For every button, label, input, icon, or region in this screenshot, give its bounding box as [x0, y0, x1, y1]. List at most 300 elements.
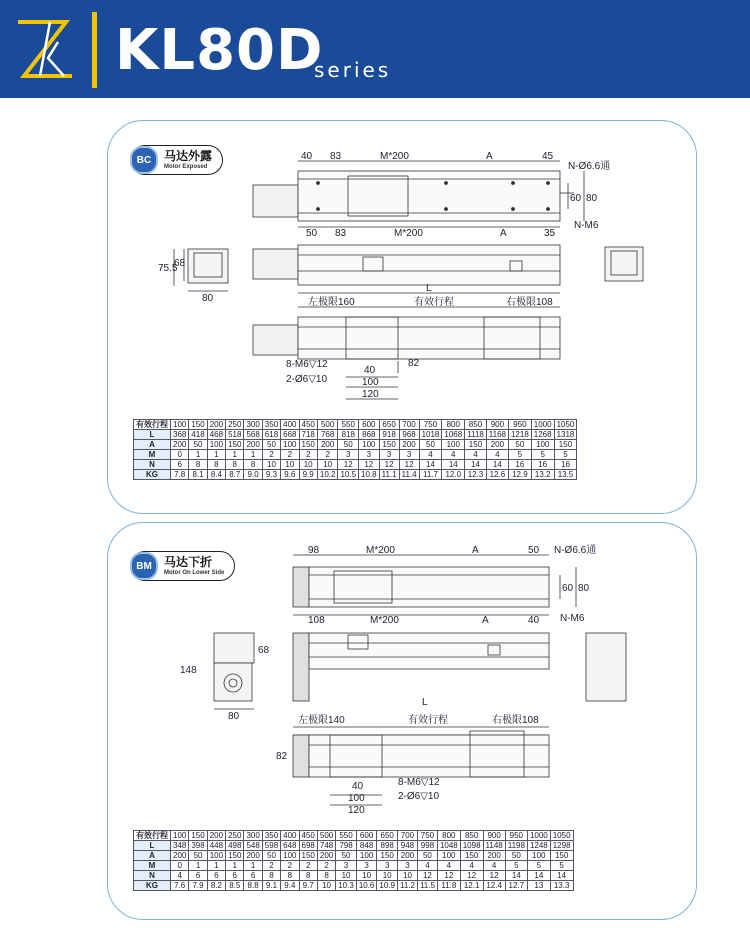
table-cell: 700 [397, 831, 417, 841]
panel-motor-lower-side [107, 522, 697, 920]
table-cell: 11.1 [379, 470, 399, 480]
table-row [134, 861, 574, 871]
plan-c3: 120 [362, 389, 379, 400]
table-cell: 3 [356, 861, 377, 871]
table-cell: 1000 [527, 831, 550, 841]
table-cell: 400 [281, 420, 299, 430]
table-cell: 6 [171, 460, 189, 470]
table-cell: 8 [262, 871, 280, 881]
dim-top-h1: 60 [562, 583, 574, 594]
page-subtitle: series [314, 58, 392, 82]
badge-code: BC [130, 146, 158, 174]
page-title: KL80D [115, 18, 324, 83]
table-cell: 1098 [460, 841, 483, 851]
table-cell: 14 [505, 871, 527, 881]
table-cell: 50 [505, 851, 527, 861]
table-cell: 350 [262, 831, 280, 841]
table-row [134, 851, 574, 861]
badge-code: BM [130, 552, 158, 580]
table-cell: 13 [527, 881, 550, 891]
table-cell: 200 [397, 851, 417, 861]
table-cell: 50 [189, 440, 207, 450]
table-cell: 418 [189, 430, 207, 440]
table-cell: 600 [356, 831, 377, 841]
table-cell: 200 [171, 440, 189, 450]
table-cell: 900 [483, 831, 505, 841]
table-cell: 8.7 [226, 470, 244, 480]
spec-table-motor-lower-side [133, 830, 574, 891]
table-cell: 450 [299, 831, 317, 841]
row-header-cell: L [134, 841, 171, 851]
table-cell: 868 [359, 430, 380, 440]
table-cell: 100 [442, 440, 465, 450]
table-cell: 648 [281, 841, 299, 851]
table-cell: 10 [377, 871, 398, 881]
table-row [134, 440, 577, 450]
table-cell: 818 [338, 430, 359, 440]
table-cell: 348 [171, 841, 189, 851]
table-cell: 568 [244, 430, 262, 440]
table-cell: 400 [281, 831, 299, 841]
table-cell: 11.4 [399, 470, 419, 480]
table-row [134, 430, 577, 440]
table-cell: 0 [171, 450, 189, 460]
side-h2: 68 [258, 645, 270, 656]
dim-bot-5: 35 [544, 228, 556, 239]
table-cell: 14 [465, 460, 487, 470]
table-cell: 1118 [465, 430, 487, 440]
dim-top-h1: 60 [570, 193, 582, 204]
badge-sub-label: Motor Exposed [164, 164, 208, 170]
table-cell: 50 [336, 851, 357, 861]
table-cell: 2 [299, 450, 317, 460]
table-cell: 12.6 [486, 470, 508, 480]
table-cell: 50 [508, 440, 531, 450]
table-cell: 898 [377, 841, 398, 851]
table-cell: 8 [299, 871, 317, 881]
side-w: 80 [228, 711, 240, 722]
table-cell: 14 [527, 871, 550, 881]
table-cell: 350 [262, 420, 280, 430]
plan-height: 82 [276, 751, 288, 762]
table-cell: 9.6 [281, 470, 299, 480]
table-cell: 4 [437, 861, 460, 871]
row-header-cell: A [134, 851, 171, 861]
table-cell: 100 [359, 440, 380, 450]
table-cell: 12.7 [505, 881, 527, 891]
table-cell: 11.2 [397, 881, 417, 891]
table-cell: 1198 [505, 841, 527, 851]
table-cell: 8.5 [226, 881, 244, 891]
table-cell: 518 [226, 430, 244, 440]
table-cell: 8 [244, 460, 262, 470]
table-cell: 800 [437, 831, 460, 841]
table-cell: 598 [262, 841, 280, 851]
table-cell: 200 [244, 440, 262, 450]
table-cell: 800 [442, 420, 465, 430]
table-row [134, 871, 574, 881]
table-cell: 200 [486, 440, 508, 450]
table-cell: 3 [338, 450, 359, 460]
table-cell: 4 [171, 871, 189, 881]
brand-logo [10, 12, 80, 88]
plan-c1: 40 [364, 365, 376, 376]
table-cell: 3 [379, 450, 399, 460]
table-cell: 1 [226, 861, 244, 871]
table-cell: 4 [460, 861, 483, 871]
table-cell: 968 [399, 430, 419, 440]
table-row [134, 841, 574, 851]
table-cell: 150 [189, 831, 207, 841]
table-cell: 10.2 [317, 470, 338, 480]
table-cell: 12 [338, 460, 359, 470]
table-cell: 300 [244, 831, 262, 841]
dimension-labels-p2 [108, 523, 696, 813]
row-header-cell: L [134, 430, 171, 440]
dim-top-h2: 80 [578, 583, 590, 594]
plan-L: L [426, 283, 432, 294]
table-cell: 9.0 [244, 470, 262, 480]
table-cell: 750 [419, 420, 442, 430]
side-w: 80 [202, 293, 214, 304]
dim-bot-1: 108 [308, 615, 325, 626]
table-cell: 100 [531, 440, 554, 450]
table-cell: 12 [417, 871, 437, 881]
table-cell: 698 [299, 841, 317, 851]
table-cell: 250 [226, 420, 244, 430]
table-cell: 16 [554, 460, 577, 470]
table-cell: 1168 [486, 430, 508, 440]
plan-left-limit: 左极限140 [298, 715, 345, 726]
dim-bot-3: M*200 [394, 228, 423, 239]
table-cell: 5 [550, 861, 573, 871]
side-h1: 75.5 [158, 263, 178, 274]
table-cell: 1050 [550, 831, 573, 841]
plan-left-limit: 左极限160 [308, 297, 355, 308]
table-cell: 12 [379, 460, 399, 470]
table-cell: 200 [483, 851, 505, 861]
table-cell: 2 [262, 450, 280, 460]
table-cell: 200 [244, 851, 262, 861]
table-cell: 948 [397, 841, 417, 851]
table-cell: 1 [207, 861, 225, 871]
row-header-cell: M [134, 861, 171, 871]
table-cell: 798 [336, 841, 357, 851]
row-header-cell: N [134, 460, 171, 470]
table-cell: 1 [244, 450, 262, 460]
table-cell: 850 [465, 420, 487, 430]
table-cell: 1048 [437, 841, 460, 851]
table-cell: 2 [317, 450, 338, 460]
side-h1: 148 [180, 665, 197, 676]
row-header-cell: N [134, 871, 171, 881]
table-cell: 100 [437, 851, 460, 861]
table-cell: 468 [207, 430, 225, 440]
table-cell: 50 [262, 440, 280, 450]
badge-label: 马达外露 [164, 149, 213, 163]
table-cell: 2 [317, 861, 335, 871]
table-cell: 150 [550, 851, 573, 861]
table-cell: 2 [262, 861, 280, 871]
plan-right-limit: 右极限108 [506, 297, 553, 308]
table-cell: 10 [336, 871, 357, 881]
table-cell: 50 [338, 440, 359, 450]
table-cell: 12.3 [465, 470, 487, 480]
table-cell: 3 [397, 861, 417, 871]
table-cell: 100 [207, 440, 225, 450]
dim-top-hole: N-Ø6.6通 [568, 161, 611, 172]
dim-bot-3: M*200 [370, 615, 399, 626]
table-cell: 448 [207, 841, 225, 851]
table-cell: 100 [281, 851, 299, 861]
table-cell: 7.6 [171, 881, 189, 891]
header-banner [0, 0, 750, 98]
table-cell: 10 [317, 881, 335, 891]
plan-right-limit: 右极限108 [492, 715, 539, 726]
table-cell: 10 [397, 871, 417, 881]
dim-bot-1: 50 [306, 228, 318, 239]
table-cell: 200 [207, 831, 225, 841]
table-cell: 368 [171, 430, 189, 440]
table-cell: 10.9 [377, 881, 398, 891]
table-cell: 5 [531, 450, 554, 460]
table-row [134, 470, 577, 480]
table-cell: 8 [189, 460, 207, 470]
table-cell: 650 [379, 420, 399, 430]
table-cell: 1000 [531, 420, 554, 430]
table-cell: 9.3 [262, 470, 280, 480]
row-header-cell: KG [134, 470, 171, 480]
table-cell: 250 [226, 831, 244, 841]
dim-bot-4: A [482, 615, 489, 626]
table-cell: 12 [399, 460, 419, 470]
table-cell: 498 [226, 841, 244, 851]
dim-top-5: 45 [542, 151, 554, 162]
table-cell: 11.5 [417, 881, 437, 891]
plan-c1: 40 [352, 781, 364, 792]
table-cell: 768 [317, 430, 338, 440]
table-cell: 1 [226, 450, 244, 460]
table-cell: 950 [508, 420, 531, 430]
table-cell: 3 [399, 450, 419, 460]
table-cell: 100 [356, 851, 377, 861]
table-cell: 150 [299, 440, 317, 450]
table-cell: 14 [486, 460, 508, 470]
table-cell: 500 [317, 831, 335, 841]
table-cell: 150 [299, 851, 317, 861]
table-cell: 5 [505, 861, 527, 871]
table-cell: 150 [377, 851, 398, 861]
table-cell: 200 [317, 440, 338, 450]
table-cell: 12.4 [483, 881, 505, 891]
table-cell: 1 [207, 450, 225, 460]
table-cell: 3 [336, 861, 357, 871]
table-cell: 4 [442, 450, 465, 460]
table-cell: 6 [189, 871, 207, 881]
table-cell: 950 [505, 831, 527, 841]
table-cell: 918 [379, 430, 399, 440]
table-cell: 4 [419, 450, 442, 460]
plan-stroke: 有效行程 [414, 297, 454, 308]
dim-top-5: 50 [528, 545, 540, 556]
table-cell: 600 [359, 420, 380, 430]
table-cell: 100 [207, 851, 225, 861]
table-cell: 150 [465, 440, 487, 450]
table-cell: 1318 [554, 430, 577, 440]
spec-table-motor-exposed [133, 419, 577, 480]
table-cell: 11.7 [419, 470, 442, 480]
table-cell: 12.1 [460, 881, 483, 891]
table-cell: 4 [486, 450, 508, 460]
dim-bot-5: 40 [528, 615, 540, 626]
table-cell: 150 [554, 440, 577, 450]
plan-pin: 2-Ø6▽10 [398, 791, 440, 802]
table-cell: 12 [437, 871, 460, 881]
table-cell: 1268 [531, 430, 554, 440]
dim-bot-2: 83 [335, 228, 347, 239]
table-cell: 1248 [527, 841, 550, 851]
table-cell: 16 [531, 460, 554, 470]
plan-c2: 100 [362, 377, 379, 388]
table-cell: 50 [417, 851, 437, 861]
row-header-cell: 有效行程 [134, 420, 171, 430]
table-cell: 650 [377, 831, 398, 841]
dim-top-h2: 80 [586, 193, 598, 204]
table-cell: 4 [465, 450, 487, 460]
table-cell: 8.1 [189, 470, 207, 480]
table-cell: 200 [207, 420, 225, 430]
table-cell: 13.2 [531, 470, 554, 480]
badge-sub-label: Motor On Lower Side [164, 570, 225, 576]
table-cell: 8 [317, 871, 335, 881]
table-cell: 50 [262, 851, 280, 861]
table-cell: 748 [317, 841, 335, 851]
table-row [134, 450, 577, 460]
table-cell: 1 [244, 861, 262, 871]
dim-top-hole: N-Ø6.6通 [554, 545, 597, 556]
table-cell: 1 [189, 861, 207, 871]
table-cell: 8 [226, 460, 244, 470]
table-row [134, 831, 574, 841]
dim-bot-screw: N-M6 [574, 220, 599, 231]
table-cell: 50 [419, 440, 442, 450]
table-cell: 150 [226, 440, 244, 450]
table-cell: 200 [399, 440, 419, 450]
table-cell: 9.9 [299, 470, 317, 480]
table-row [134, 881, 574, 891]
row-header-cell: 有效行程 [134, 831, 171, 841]
table-cell: 300 [244, 420, 262, 430]
table-cell: 1 [189, 450, 207, 460]
table-cell: 900 [486, 420, 508, 430]
table-row [134, 420, 577, 430]
table-cell: 13.3 [550, 881, 573, 891]
table-cell: 9.7 [299, 881, 317, 891]
table-cell: 850 [460, 831, 483, 841]
table-cell: 14 [442, 460, 465, 470]
table-cell: 6 [207, 871, 225, 881]
table-cell: 5 [554, 450, 577, 460]
table-cell: 2 [281, 861, 299, 871]
table-cell: 50 [189, 851, 207, 861]
table-cell: 4 [417, 861, 437, 871]
table-cell: 10.5 [338, 470, 359, 480]
dim-top-3: M*200 [380, 151, 409, 162]
row-header-cell: A [134, 440, 171, 450]
table-cell: 500 [317, 420, 338, 430]
table-cell: 10 [356, 871, 377, 881]
table-cell: 200 [317, 851, 335, 861]
table-cell: 5 [527, 861, 550, 871]
table-cell: 550 [338, 420, 359, 430]
table-cell: 9.4 [281, 881, 299, 891]
table-cell: 13.5 [554, 470, 577, 480]
table-cell: 8 [281, 871, 299, 881]
table-cell: 150 [189, 420, 207, 430]
table-cell: 100 [171, 420, 189, 430]
plan-L: L [422, 697, 428, 708]
table-cell: 1148 [483, 841, 505, 851]
table-cell: 2 [299, 861, 317, 871]
dim-top-1: 98 [308, 545, 320, 556]
table-cell: 100 [171, 831, 189, 841]
table-cell: 5 [508, 450, 531, 460]
table-cell: 1018 [419, 430, 442, 440]
table-cell: 9.1 [262, 881, 280, 891]
table-cell: 10.3 [336, 881, 357, 891]
table-cell: 6 [244, 871, 262, 881]
plan-stroke: 有效行程 [408, 715, 448, 726]
table-cell: 718 [299, 430, 317, 440]
dim-bot-4: A [500, 228, 507, 239]
plan-m6: 8-M6▽12 [286, 359, 328, 370]
table-cell: 14 [550, 871, 573, 881]
plan-height: 82 [408, 358, 420, 369]
table-cell: 8.2 [207, 881, 225, 891]
table-cell: 100 [527, 851, 550, 861]
table-cell: 1298 [550, 841, 573, 851]
dim-top-2: 83 [330, 151, 342, 162]
table-cell: 0 [171, 861, 189, 871]
table-cell: 12.9 [508, 470, 531, 480]
table-cell: 12 [483, 871, 505, 881]
plan-pin: 2-Ø6▽10 [286, 374, 328, 385]
table-cell: 548 [244, 841, 262, 851]
table-cell: 8.4 [207, 470, 225, 480]
table-cell: 8 [207, 460, 225, 470]
table-cell: 550 [336, 831, 357, 841]
table-cell: 10.8 [359, 470, 380, 480]
table-cell: 750 [417, 831, 437, 841]
table-cell: 7.8 [171, 470, 189, 480]
table-cell: 150 [379, 440, 399, 450]
table-cell: 398 [189, 841, 207, 851]
badge-label: 马达下折 [164, 555, 213, 569]
row-header-cell: KG [134, 881, 171, 891]
table-cell: 10 [299, 460, 317, 470]
table-cell: 16 [508, 460, 531, 470]
table-cell: 1068 [442, 430, 465, 440]
table-cell: 11.8 [437, 881, 460, 891]
table-cell: 998 [417, 841, 437, 851]
dim-bot-screw: N-M6 [560, 613, 585, 624]
panel-motor-exposed [107, 120, 697, 514]
table-cell: 1050 [554, 420, 577, 430]
dim-top-4: A [472, 545, 479, 556]
table-cell: 200 [171, 851, 189, 861]
table-cell: 12 [359, 460, 380, 470]
table-cell: 10 [262, 460, 280, 470]
